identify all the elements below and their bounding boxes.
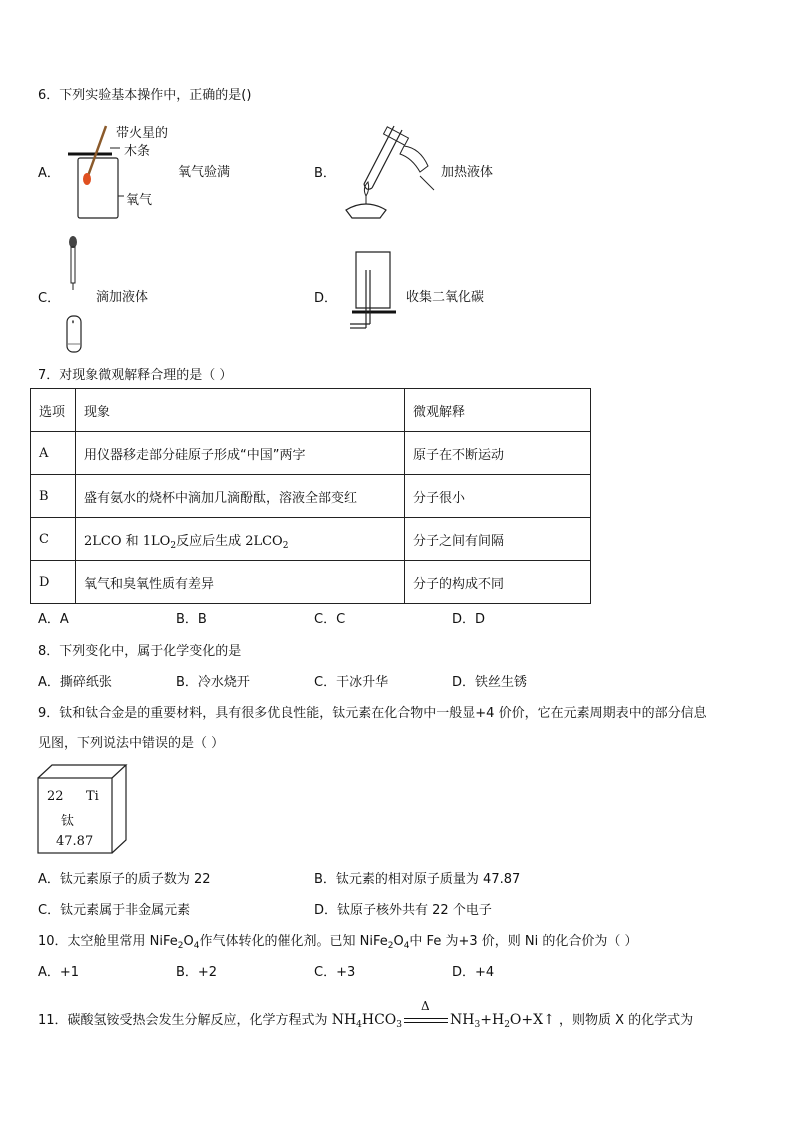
dropper-figure — [62, 234, 86, 354]
q10-answer-d: D．+4 — [452, 965, 495, 980]
eq-reactant: HCO — [361, 1012, 397, 1028]
row-phenomenon-part: 反应后生成 2LCO — [176, 533, 283, 549]
q11-stem — [38, 999, 694, 1030]
element-number: 22 — [47, 789, 64, 804]
eq-product: NH — [450, 1012, 475, 1028]
subscript: 2 — [387, 941, 394, 951]
header-option: 选项 — [31, 389, 76, 432]
q8-answer-d: D．铁丝生锈 — [452, 675, 528, 690]
row-option: D — [31, 561, 76, 604]
row-phenomenon — [76, 518, 405, 561]
table-row — [31, 475, 591, 518]
subscript: 4 — [356, 1020, 362, 1030]
element-mass: 47.87 — [56, 834, 94, 849]
heating-liquid-figure — [336, 118, 436, 223]
q8-answer-b: B．冷水烧开 — [176, 675, 250, 690]
reaction-arrow — [404, 999, 448, 1027]
q6-option-d-letter: D． — [314, 291, 338, 306]
q10-answer-c: C．+3 — [314, 965, 356, 980]
q6-option-c-caption: 滴加液体 — [96, 290, 149, 305]
q8-answer-c: C．干冰升华 — [314, 675, 389, 690]
q10-stem-part: O — [183, 934, 194, 949]
heat-condition: Δ — [421, 999, 430, 1013]
row-option: B — [31, 475, 76, 518]
q10-stem-part: 作气体转化的催化剂。已知 NiFe — [199, 934, 388, 949]
q9-stem-line2: 见图，下列说法中错误的是（ ） — [38, 736, 225, 751]
q7-stem: 7．对现象微观解释合理的是（ ） — [38, 368, 233, 383]
q6-option-b-caption: 加热液体 — [441, 165, 494, 180]
q6-label-wood: 木条 — [124, 144, 151, 159]
subscript: 4 — [193, 941, 200, 951]
row-explanation: 分子很小 — [405, 475, 591, 518]
q9-stem-line1: 9．钛和钛合金是的重要材料，具有很多优良性能，钛元素在化合物中一般显+4 价价，它在元素周期表中的部分信息 — [38, 706, 707, 721]
eq-reactant: NH — [331, 1012, 357, 1028]
q6-option-a-letter: A． — [38, 166, 60, 181]
subscript: 3 — [474, 1020, 481, 1030]
q11-stem-end: ，则物质 X 的化学式为 — [558, 1013, 694, 1028]
row-phenomenon: 用仪器移走部分硅原子形成“中国”两字 — [76, 432, 405, 475]
q6-option-b-letter: B． — [314, 166, 336, 181]
q8-answer-a: A．撕碎纸张 — [38, 675, 112, 690]
q9-answer-a: A．钛元素原子的质子数为 22 — [38, 872, 211, 887]
subscript: 2 — [282, 540, 289, 551]
q10-stem-part: O — [393, 934, 404, 949]
header-explanation: 微观解释 — [405, 389, 591, 432]
q10-stem-part: 10．太空舱里常用 NiFe — [38, 934, 178, 949]
header-phenomenon: 现象 — [76, 389, 405, 432]
q9-answer-d: D．钛原子核外共有 22 个电子 — [314, 903, 492, 918]
q9-answer-c: C．钛元素属于非金属元素 — [38, 903, 191, 918]
q6-label-oxygen: 氧气 — [126, 193, 153, 208]
row-option: C — [31, 518, 76, 561]
row-explanation: 分子之间有间隔 — [405, 518, 591, 561]
row-phenomenon: 氧气和臭氧性质有差异 — [76, 561, 405, 604]
q11-stem-start: 11．碳酸氢铵受热会发生分解反应，化学方程式为 — [38, 1013, 328, 1028]
eq-product: O — [509, 1012, 522, 1028]
row-phenomenon: 盛有氨水的烧杯中滴加几滴酚酞，溶液全部变红 — [76, 475, 405, 518]
q9-answer-b: B．钛元素的相对原子质量为 47.87 — [314, 872, 521, 887]
q6-option-a-caption: 氧气验满 — [178, 165, 231, 180]
q6-stem: 6．下列实验基本操作中，正确的是() — [38, 88, 252, 103]
subscript: 3 — [396, 1020, 403, 1030]
element-name: 钛 — [61, 814, 75, 829]
table-row — [31, 432, 591, 475]
q7-answer-a: A．A — [38, 612, 69, 627]
eq-product: H — [491, 1012, 505, 1028]
gas-arrow: ↑ — [543, 1012, 555, 1028]
row-explanation: 原子在不断运动 — [405, 432, 591, 475]
subscript: 4 — [403, 941, 410, 951]
q6-option-d-caption: 收集二氧化碳 — [406, 290, 485, 305]
row-option: A — [31, 432, 76, 475]
q7-answer-c: C．C — [314, 612, 346, 627]
subscript: 2 — [177, 941, 184, 951]
double-line — [404, 1018, 448, 1023]
eq-plus: +X — [521, 1012, 544, 1028]
q10-stem — [38, 930, 637, 949]
collect-co2-figure — [344, 246, 400, 336]
table-row — [31, 389, 591, 432]
q6-label-spark-stick: 带火星的 — [116, 126, 169, 141]
chemical-equation — [331, 999, 555, 1030]
row-explanation: 分子的构成不同 — [405, 561, 591, 604]
q8-stem: 8．下列变化中，属于化学变化的是 — [38, 644, 242, 659]
q7-answer-b: B．B — [176, 612, 207, 627]
row-phenomenon-part: 2LCO 和 1LO — [84, 533, 171, 549]
q10-stem-part: 中 Fe 为+3 价，则 Ni 的化合价为（ ） — [409, 934, 638, 949]
q7-table — [30, 388, 591, 604]
eq-plus: + — [480, 1012, 492, 1028]
q7-answer-d: D．D — [452, 612, 486, 627]
subscript: 2 — [504, 1020, 510, 1030]
q10-answer-a: A．+1 — [38, 965, 80, 980]
q6-option-c-letter: C． — [38, 291, 61, 306]
table-row — [31, 518, 591, 561]
q10-answer-b: B．+2 — [176, 965, 218, 980]
subscript: 2 — [170, 540, 177, 551]
table-row — [31, 561, 591, 604]
element-symbol: Ti — [86, 789, 99, 804]
